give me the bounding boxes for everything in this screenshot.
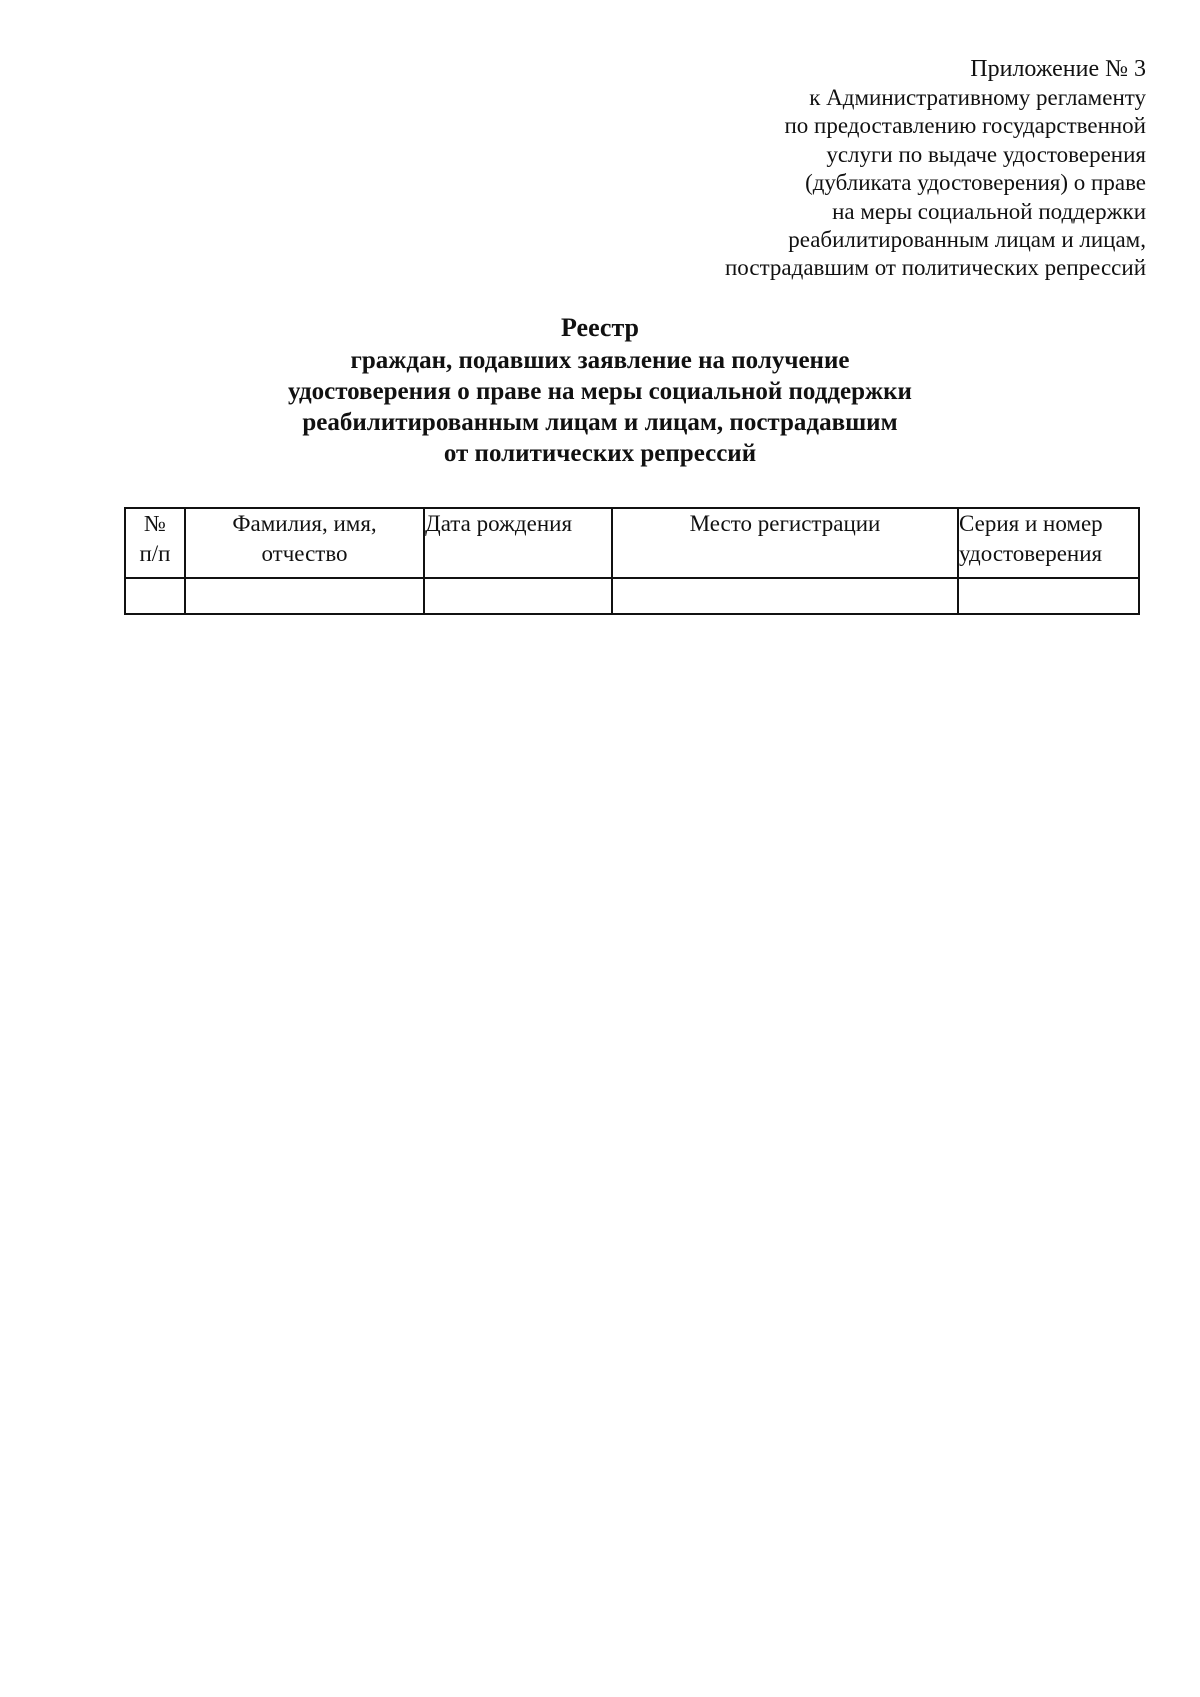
title-heading: Реестр <box>560 313 640 342</box>
appendix-line: (дубликата удостоверения) о праве <box>805 170 1146 196</box>
table-row <box>125 578 1139 614</box>
appendix-line: к Административному регламенту <box>809 85 1146 110</box>
table-cell <box>424 578 612 614</box>
header-birth-date: Дата рождения <box>424 508 612 578</box>
title-line: граждан, подавших заявление на получение <box>350 347 850 374</box>
title-line: реабилитированным лицам и лицам, пострадавшим <box>302 409 898 436</box>
appendix-line: реабилитированным лицам и лицам, <box>788 227 1146 253</box>
appendix-line: услуги по выдаче удостоверения <box>826 141 1146 167</box>
header-registration-place: Место регистрации <box>612 508 958 578</box>
appendix-line: пострадавшим от политических репрессий <box>725 255 1146 281</box>
appendix-reference <box>725 54 1146 283</box>
appendix-line: по предоставлению государственной <box>784 113 1146 139</box>
document-title <box>0 312 1200 469</box>
table-cell <box>958 578 1139 614</box>
table-cell <box>612 578 958 614</box>
table-cell <box>125 578 185 614</box>
title-line: удостоверения о праве на меры социальной поддержки <box>288 378 912 405</box>
header-certificate-number: Серия и номер удостоверения <box>958 508 1139 578</box>
register-table <box>124 507 1140 615</box>
table-cell <box>185 578 424 614</box>
header-number: № п/п <box>125 508 185 578</box>
title-line: от политических репрессий <box>443 440 757 467</box>
header-full-name: Фамилия, имя, отчество <box>185 508 424 578</box>
table-header-row <box>125 508 1139 578</box>
appendix-number: Приложение № 3 <box>970 56 1146 82</box>
appendix-line: на меры социальной поддержки <box>832 198 1146 224</box>
